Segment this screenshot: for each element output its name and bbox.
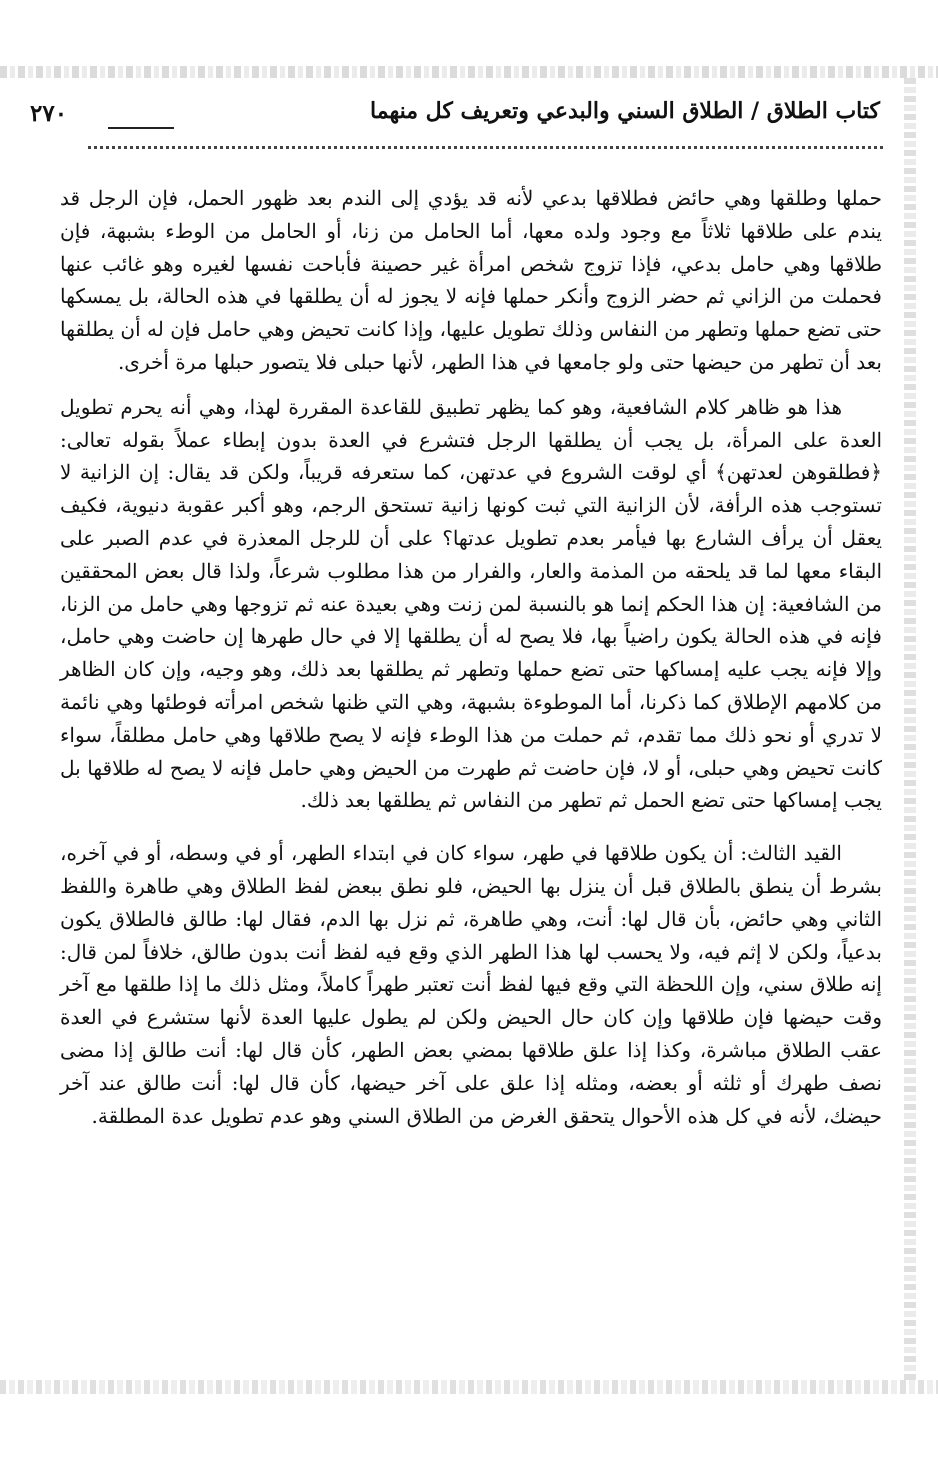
running-title: كتاب الطلاق / الطلاق السني والبدعي وتعريف كل منهما	[370, 98, 880, 124]
header-rule	[108, 127, 174, 129]
paragraph-2: هذا هو ظاهر كلام الشافعية، وهو كما يظهر تطبيق للقاعدة المقررة لهذا، وهي أنه يحرم تطويل العدة على المرأة، بل يجب أن يطلقها الرجل فتشرع في العدة بدون إبطاء عملاً بقوله تعالى: ﴿فطلقوهن لعدتهن﴾ أي لوقت الشروع في عدتهن، كما ستعرفه قريباً، ولكن قد يقال: إن الزانية لا تستوجب هذه الرأفة، لأن الزانية التي ثبت كونها زانية تستحق الرجم، وهو أكبر عقوبة دنيوية، فكيف يعقل أن يرأف الشارع بها فيأمر بعدم تطويل عدتها؟ على أن للرجل المعذرة في عدم الصبر على البقاء معها لما قد يلحقه من المذمة والعار، والفرار من هذا مطلوب شرعاً، ولذا قال بعض المحققين من الشافعية: إن هذا الحكم إنما هو بالنسبة لمن زنت وهي بعيدة عنه ثم تزوجها وهي حامل من الزنا، فإنه في هذه الحالة يكون راضياً بها، فلا يصح له أن يطلقها إلا في حال طهرها إن حاضت وهي حامل، وإلا فإنه يجب عليه إمساكها حتى تضع حملها وتطهر ثم يطلقها بعد ذلك، وهو وجيه، وإن كان الظاهر من كلامهم الإطلاق كما ذكرنا، أما الموطوءة بشبهة، وهي التي ظنها شخص امرأته فوطئها وهي نائمة لا تدري أو نحو ذلك مما تقدم، ثم حملت من هذا الوطء فإنه لا يصح طلاقها وهي حامل مطلقاً، سواء كانت تحيض وهي حبلى، أو لا، فإن حاضت ثم طهرت من الحيض وهي حامل فإنه لا يصح له طلاقها بل يجب إمساكها حتى تضع الحمل ثم تطهر من النفاس ثم يطلقها بعد ذلك.	[60, 394, 883, 813]
bottom-ornamental-border	[0, 1380, 938, 1394]
page-number: ٢٧٠	[30, 100, 68, 127]
paragraph-1: حملها وطلقها وهي حائض فطلاقها بدعي لأنه قد يؤدي إلى الندم بعد ظهور الحمل، فإن الرجل قد يندم على طلاقها ثلاثاً مع وجود ولده معها، أما الحامل من زنا، أو الحامل من الوطء بشبهة، فإن طلاقها وهي حامل بدعي، فإذا تزوج شخص امرأة غير حصينة فأباحت نفسها لغيره وهو غائب عنها فحملت من الزاني ثم حضر الزوج وأنكر حملها فإنه لا يجوز له أن يطلقها في هذه الحالة، بل يمسكها حتى تضع حملها وتطهر من النفاس وذلك تطويل عليها، وإذا كانت تحيض وهي حامل فإن له أن يطلقها بعد أن تطهر من حيضها حتى ولو جامعها في هذا الطهر، لأنها حبلى فلا يتصور حبلها مرة أخرى.	[60, 186, 882, 374]
top-ornamental-border	[0, 66, 938, 78]
page-header	[30, 94, 880, 138]
right-ornamental-border	[904, 78, 916, 1380]
dotted-separator	[88, 146, 883, 149]
paragraph-3: القيد الثالث: أن يكون طلاقها في طهر، سواء كان في ابتداء الطهر، أو في وسطه، أو في آخره، بشرط أن ينطق بالطلاق قبل أن ينزل بها الحيض، فلو نطق ببعض لفظ الطلاق وهي طاهرة واللفظ الثاني وهي حائض، بأن قال لها: أنت، وهي طاهرة، ثم نزل بها الدم، فقال لها: طالق فالطلاق يكون بدعياً، ولكن لا إثم فيه، ولا يحسب لها هذا الطهر الذي وقع فيه لفظ أنت بدون طالق، خلافاً لمن قال: إنه طلاق سني، وإن اللحظة التي وقع فيها لفظ أنت تعتبر طهراً كاملاً، ومثل ذلك ما إذا طلقها مع آخر وقت حيضها فإن طلاقها وإن كان حال الحيض ولكن لم يطول عليها العدة لأنها ستشرع في العدة عقب الطلاق مباشرة، وكذا إذا علق طلاقها بمضي بعض الطهر، كأن قال لها: أنت طالق إذا مضى نصف طهرك أو ثلثه أو بعضه، ومثله إذا علق على آخر حيضها، كأن قال لها: أنت طالق عند آخر حيضك، لأنه في كل هذه الأحوال يتحقق الغرض من الطلاق السني وهو عدم تطويل عدة المطلقة.	[60, 841, 883, 1128]
main-text	[60, 182, 882, 1132]
